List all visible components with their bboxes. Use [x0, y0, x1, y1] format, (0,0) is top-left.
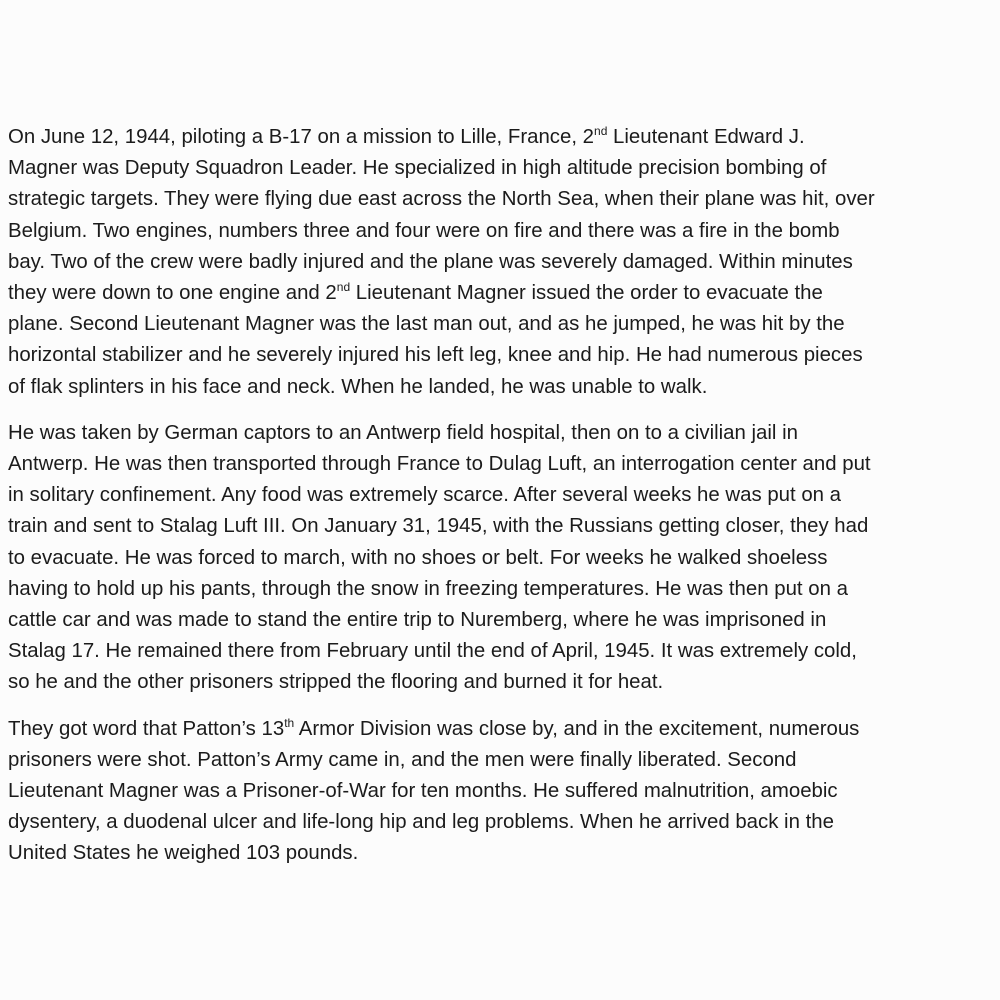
text-line: United States he weighed 103 pounds. — [8, 842, 359, 865]
text-line: so he and the other prisoners stripped the flooring and burned it for heat. — [8, 671, 664, 694]
text-line: train and sent to Stalag Luft III. On January 31, 1945, with the Russians getting closer, they had — [8, 515, 869, 538]
ordinal-suffix: nd — [594, 124, 608, 138]
paragraph-3 — [8, 714, 994, 870]
text-line: to evacuate. He was forced to march, with no shoes or belt. For weeks he walked shoeless — [8, 546, 828, 569]
text-line: He was taken by German captors to an Antwerp field hospital, then on to a civilian jail in — [8, 421, 798, 444]
text-line: they were down to one engine and 2nd Lieutenant Magner issued the order to evacuate the — [8, 280, 823, 305]
text-line: Magner was Deputy Squadron Leader. He specialized in high altitude precision bombing of — [8, 157, 827, 180]
text-line: dysentery, a duodenal ulcer and life-long hip and leg problems. When he arrived back in the — [8, 811, 834, 834]
ordinal-suffix: th — [284, 715, 295, 730]
paragraph-2 — [8, 418, 994, 699]
text-line: Stalag 17. He remained there from February until the end of April, 1945. It was extremely cold, — [8, 640, 857, 663]
text-line: Lieutenant Magner was a Prisoner-of-War for ten months. He suffered malnutrition, amoebic — [8, 780, 838, 803]
text-line: in solitary confinement. Any food was extremely scarce. After several weeks he was put on a — [8, 484, 842, 507]
text-line: having to hold up his pants, through the snow in freezing temperatures. He was then put on a — [8, 577, 848, 600]
ordinal-suffix: nd — [336, 280, 351, 295]
text-line: horizontal stabilizer and he severely injured his left leg, knee and hip. He had numerous pieces — [8, 344, 863, 367]
document-body — [8, 122, 994, 885]
text-line: On June 12, 1944, piloting a B-17 on a mission to Lille, France, 2nd Lieutenant Edward J. — [8, 124, 805, 148]
text-line: Antwerp. He was then transported through France to Dulag Luft, an interrogation center and put — [8, 453, 871, 476]
text-line: They got word that Patton’s 13th Armor Division was close by, and in the excitement, numerous — [8, 715, 860, 740]
text-line: of flak splinters in his face and neck. When he landed, he was unable to walk. — [8, 375, 708, 398]
text-line: Belgium. Two engines, numbers three and four were on fire and there was a fire in the bomb — [8, 219, 840, 242]
text-line: bay. Two of the crew were badly injured and the plane was severely damaged. Within minutes — [8, 250, 853, 273]
text-line: plane. Second Lieutenant Magner was the last man out, and as he jumped, he was hit by the — [8, 313, 845, 336]
text-line: cattle car and was made to stand the entire trip to Nuremberg, where he was imprisoned in — [8, 609, 827, 632]
text-line: prisoners were shot. Patton’s Army came in, and the men were finally liberated. Second — [8, 748, 797, 771]
text-line: strategic targets. They were flying due east across the North Sea, when their plane was hit, over — [8, 188, 875, 211]
paragraph-1 — [8, 122, 994, 403]
